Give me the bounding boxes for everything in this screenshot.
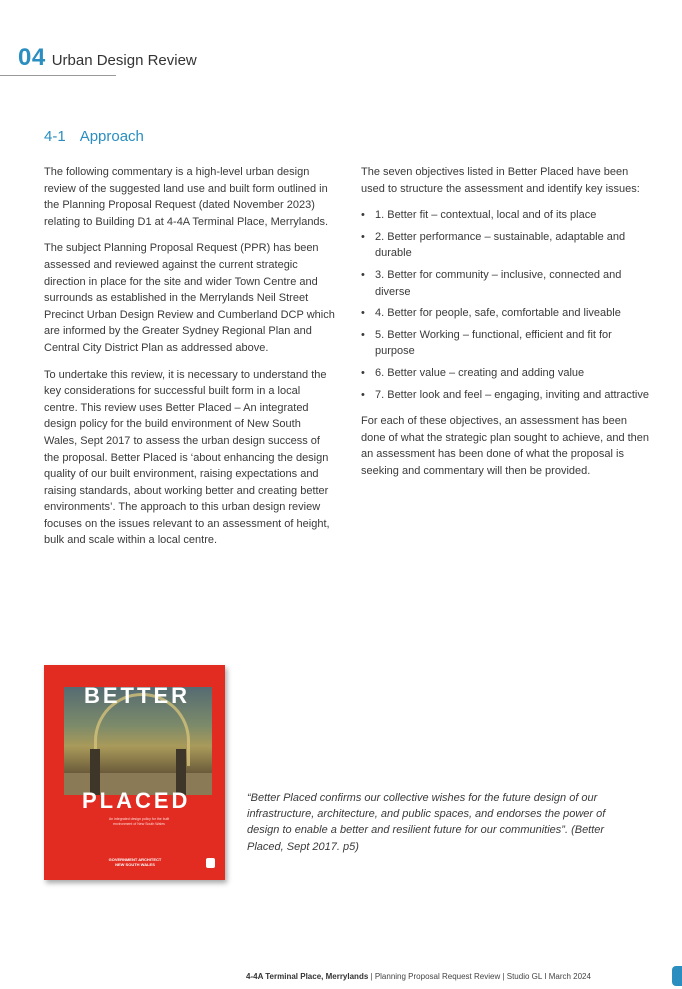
cover-publisher: GOVERNMENT ARCHITECT NEW SOUTH WALES: [108, 857, 162, 867]
cover-word-better: BETTER: [84, 683, 190, 708]
list-item: [361, 207, 651, 224]
section-heading: [44, 128, 144, 145]
paragraph: To undertake this review, it is necessary to understand the key considerations for successful built form in a local centre. This review uses Better Placed – An integrated design policy for the build environment of New South Wales, Sept 2017 to assess the urban design success of the proposal. Better Placed is ‘about enhancing the design quality of our built environment, raising expectations and raising standards, about working better and creating better environments’. The approach to this urban design review focuses on the issues relevant to an assessment of height, bulk and scale within a local centre.: [44, 368, 330, 547]
nsw-logo-icon: [206, 858, 215, 868]
list-item-text: 3. Better for community – inclusive, connected and diverse: [375, 268, 622, 298]
list-item: [361, 327, 651, 360]
section-number: 4-1: [44, 128, 66, 145]
list-item-text: 6. Better value – creating and adding value: [375, 366, 585, 379]
footer-document: Planning Proposal Request Review: [374, 972, 501, 981]
objectives-list: [361, 207, 651, 403]
bullet-icon: •: [361, 366, 365, 379]
footer-separator: |: [368, 972, 375, 981]
list-item: [361, 365, 651, 382]
better-placed-cover-image: [44, 665, 225, 880]
page-footer: [246, 972, 591, 981]
paragraph: The following commentary is a high-level urban design review of the suggested land use and built form outlined in the Planning Proposal Request (dated November 2023) relating to Building D1 at 4-4A Terminal Place, Merrylands.: [44, 166, 329, 228]
footer-location: 4-4A Terminal Place, Merrylands: [246, 972, 369, 981]
page-tab: [672, 966, 682, 986]
bullet-icon: •: [361, 230, 365, 243]
left-column: [44, 164, 336, 559]
cover-word-placed: PLACED: [82, 788, 191, 813]
chapter-header: [18, 44, 197, 72]
list-item-text: 2. Better performance – sustainable, adaptable and durable: [375, 230, 626, 260]
bullet-icon: •: [361, 307, 365, 320]
objectives-closing: For each of these objectives, an assessment has been done of what the strategic plan sought to achieve, and then an assessment has been done of what the proposal is seeking and commentary will then be provided.: [361, 415, 650, 477]
right-column: [361, 164, 651, 490]
bullet-icon: •: [361, 268, 365, 281]
footer-studio: Studio GL: [506, 972, 543, 981]
footer-date: March 2024: [548, 972, 591, 981]
cover-subtitle: An integrated design policy for the built environment of New South Wales: [108, 817, 170, 826]
list-item-text: 1. Better fit – contextual, local and of its place: [375, 209, 597, 222]
chapter-title: Urban Design Review: [51, 52, 197, 69]
header-rule: [0, 75, 116, 76]
list-item: [361, 387, 651, 404]
chapter-number: 04: [18, 44, 46, 71]
bullet-icon: •: [361, 328, 365, 341]
footer-separator: I: [542, 972, 549, 981]
objectives-intro: The seven objectives listed in Better Placed have been used to structure the assessment and identify key issues:: [361, 166, 640, 195]
list-item: [361, 267, 651, 300]
list-item-text: 5. Better Working – functional, efficient and fit for purpose: [375, 328, 612, 358]
list-item-text: 4. Better for people, safe, comfortable and liveable: [375, 307, 621, 320]
paragraph: The subject Planning Proposal Request (PPR) has been assessed and reviewed against the current strategic direction in place for the site and wider Town Centre and surrounds as established in the Merrylands Neil Street Precinct Urban Design Review and Cumberland DCP which are informed by the Greater Sydney Regional Plan and Central City District Plan as addressed above.: [44, 242, 335, 354]
list-item: [361, 229, 651, 262]
list-item: [361, 305, 651, 322]
quote-text: “Better Placed confirms our collective wishes for the future design of our infrastructure, architecture, and public spaces, and endorses the power of design to enable a better and resilient future for our communities”. (Better Placed, Sept 2017. p5): [247, 792, 606, 853]
bullet-icon: •: [361, 209, 365, 222]
bullet-icon: •: [361, 388, 365, 401]
footer-separator: |: [500, 972, 507, 981]
section-title: Approach: [79, 128, 144, 145]
list-item-text: 7. Better look and feel – engaging, inviting and attractive: [375, 388, 649, 401]
